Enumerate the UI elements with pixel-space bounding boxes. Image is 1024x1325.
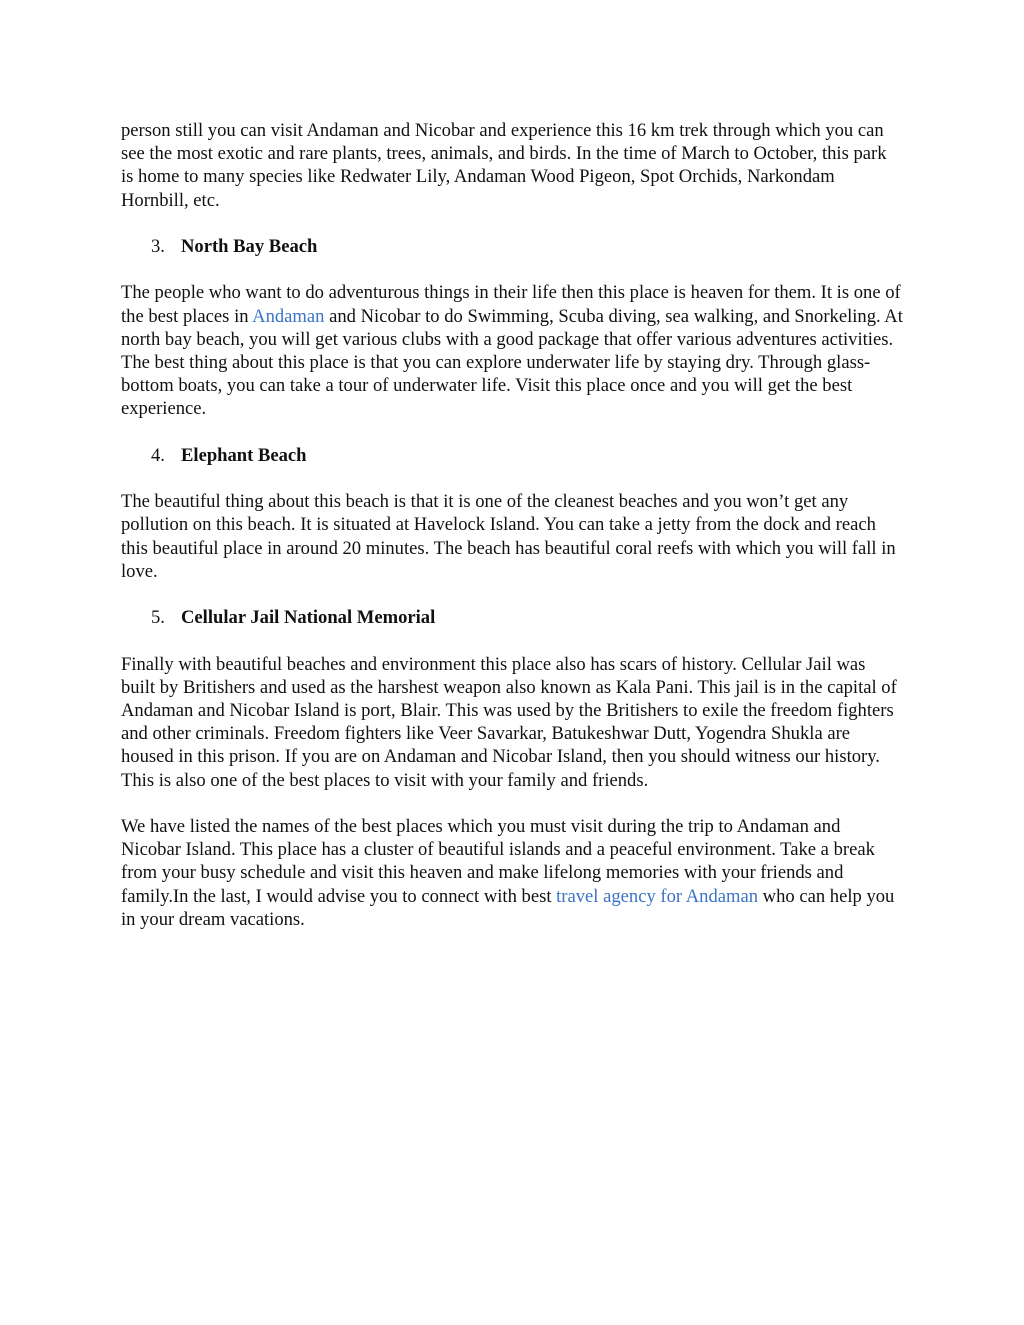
section-title: Elephant Beach [181, 444, 307, 466]
section-heading-north-bay-beach [121, 235, 903, 258]
travel-agency-link[interactable]: travel agency for Andaman [556, 885, 759, 907]
intro-paragraph: person still you can visit Andaman and Nicobar and experience this 16 km trek through which you can see the most exotic and rare plants, trees, animals, and birds. In the time of March to October, this park is home to many species like Redwater Lily, Andaman Wood Pigeon, Spot Orchids, Narkondam Hornbill, etc. [121, 120, 887, 211]
section-title: North Bay Beach [181, 236, 318, 257]
paragraph-text: We have listed the names of the best places which you must visit during the trip to Andaman and Nicobar Island. This place has a cluster of beautiful islands and a peaceful environment. Take a break from your busy schedule and visit this heaven and make lifelong memories with your friends and family.In the last, I would advise you to connect with best [121, 815, 875, 907]
section-heading-cellular-jail [121, 606, 903, 629]
section-title: Cellular Jail National Memorial [181, 607, 436, 629]
section-number: 5. [151, 607, 165, 629]
section-number: 4. [151, 444, 165, 466]
andaman-link[interactable]: Andaman [252, 305, 325, 327]
paragraph-text: The people who want to do adventurous things in their life then this place is heaven for them. It is one of the best places in [121, 282, 901, 327]
section-paragraph-cellular-jail: Finally with beautiful beaches and environment this place also has scars of history. Cellular Jail was built by Britishers and used as the harshest weapon also known as Kala Pani. This jail is in the capital of Andaman and Nicobar Island is port, Blair. This was used by the Britishers to exile the freedom fighters and other criminals. Freedom fighters like Veer Savarkar, Batukeshwar Dutt, Yogendra Shukla are housed in this prison. If you are on Andaman and Nicobar Island, then you should witness our history. This is also one of the best places to visit with your family and friends. [121, 653, 897, 791]
section-paragraph-north-bay-beach [121, 281, 903, 420]
document-body [121, 119, 903, 954]
section-heading-elephant-beach [121, 444, 903, 467]
section-paragraph-elephant-beach: The beautiful thing about this beach is that it is one of the cleanest beaches and you won’t get any pollution on this beach. It is situated at Havelock Island. You can take a jetty from the dock and reach this beautiful place in around 20 minutes. The beach has beautiful coral reefs with which you will fall in love. [121, 491, 896, 582]
section-number: 3. [151, 236, 165, 257]
paragraph-text: who can help you in your dream vacations. [121, 885, 895, 930]
closing-paragraph [121, 815, 903, 931]
paragraph-text: and Nicobar to do Swimming, Scuba diving, sea walking, and Snorkeling. At north bay beach, you will get various clubs with a good package that offer various adventures activities. The best thing about this place is that you can explore underwater life by staying dry. Through glass-bottom boats, you can take a tour of underwater life. Visit this place once and you will get the best experience. [121, 305, 903, 420]
